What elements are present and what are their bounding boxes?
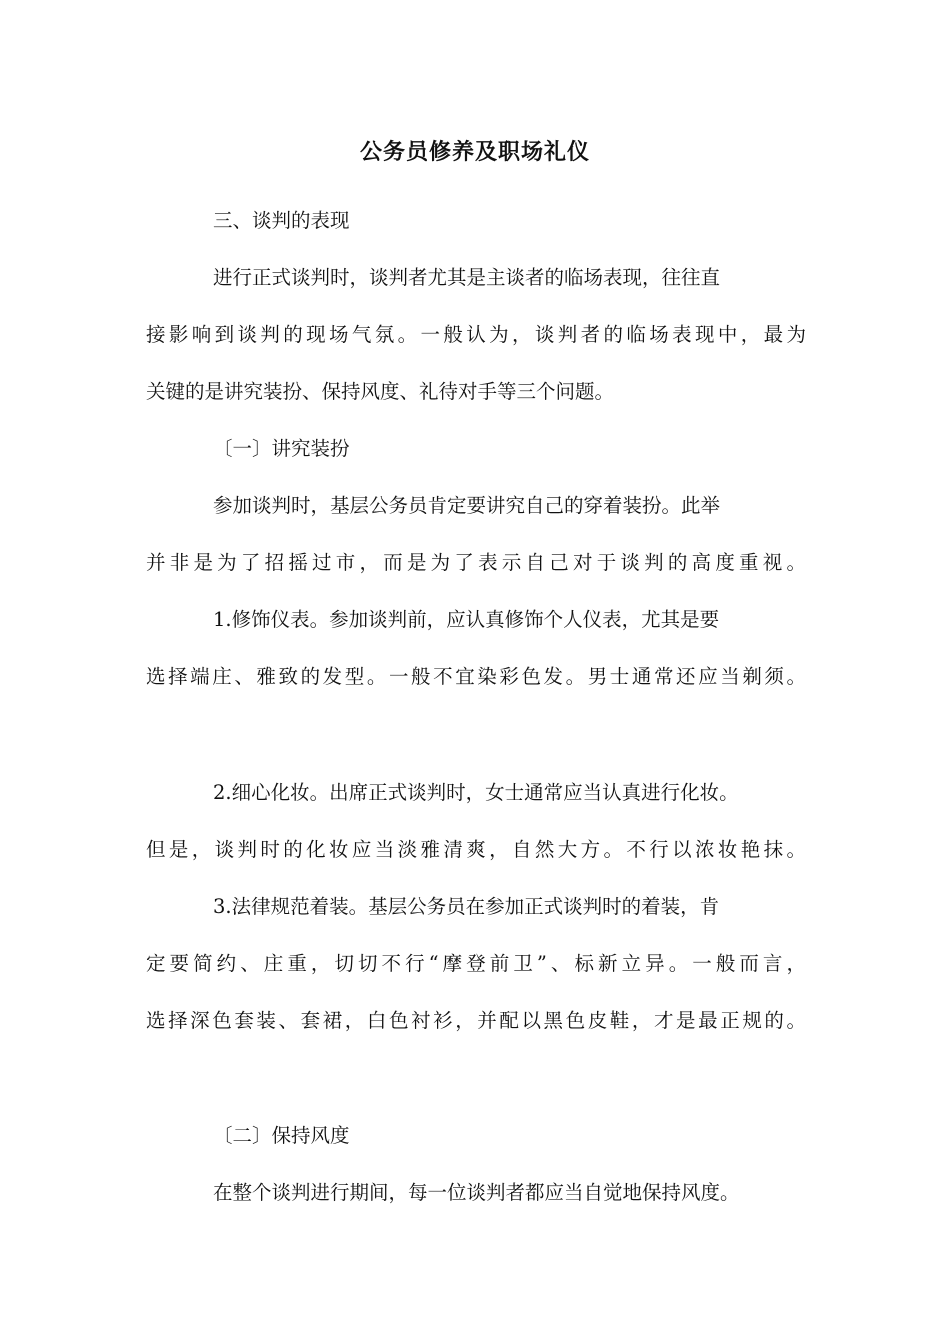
list-item-line: 但是，谈判时的化妆应当淡雅清爽，自然大方。不行以浓妆艳抹。 (146, 838, 806, 861)
list-item-line: 1.修饰仪表。参加谈判前，应认真修饰个人仪表，尤其是要 (213, 608, 720, 631)
paragraph-line: 并非是为了招摇过市，而是为了表示自己对于谈判的高度重视。 (146, 551, 806, 574)
paragraph-line: 进行正式谈判时，谈判者尤其是主谈者的临场表现，往往直 (213, 266, 721, 289)
paragraph-line: 关键的是讲究装扮、保持风度、礼待对手等三个问题。 (146, 380, 615, 403)
subsection-heading-1: 〔一〕讲究装扮 (213, 437, 350, 460)
list-item-line: 定要简约、庄重，切切不行“摩登前卫”、标新立异。一般而言， (146, 952, 806, 975)
list-item-line: 选择深色套装、套裙，白色衬衫，并配以黑色皮鞋，才是最正规的。 (146, 1009, 806, 1032)
paragraph-line: 接影响到谈判的现场气氛。一般认为，谈判者的临场表现中，最为 (146, 323, 806, 346)
list-item-line: 2.细心化妆。出席正式谈判时，女士通常应当认真进行化妆。 (213, 781, 739, 804)
paragraph-line: 参加谈判时，基层公务员肯定要讲究自己的穿着装扮。此举 (213, 494, 721, 517)
section-heading-3: 三、谈判的表现 (213, 209, 350, 232)
page-title: 公务员修养及职场礼仪 (359, 140, 590, 165)
list-item-line: 选择端庄、雅致的发型。一般不宜染彩色发。男士通常还应当剃须。 (146, 665, 806, 688)
list-item-line: 3.法律规范着装。基层公务员在参加正式谈判时的着装，肯 (213, 895, 720, 918)
subsection-heading-2: 〔二〕保持风度 (213, 1124, 350, 1147)
paragraph-line: 在整个谈判进行期间，每一位谈判者都应当自觉地保持风度。 (213, 1181, 740, 1204)
